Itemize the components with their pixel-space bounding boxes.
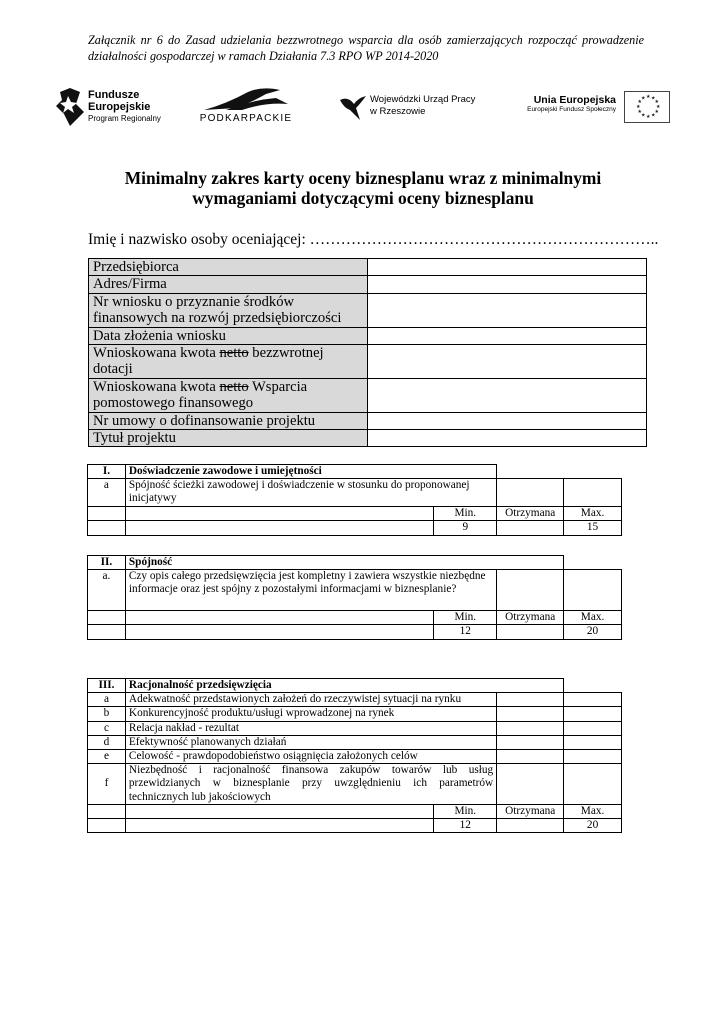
min-value: 12 [434, 819, 497, 833]
svg-text:★: ★ [651, 112, 656, 119]
score-cell[interactable] [497, 479, 564, 507]
obtained-label: Otrzymana [497, 507, 564, 521]
svg-text:★: ★ [637, 99, 642, 105]
info-label [89, 378, 368, 412]
podkarpackie-mountain-icon [196, 84, 296, 112]
info-label-strike: netto [219, 345, 249, 362]
info-value[interactable] [368, 430, 647, 447]
fe-line2: Europejskie [88, 101, 151, 113]
max-value: 15 [564, 521, 622, 535]
info-row [89, 378, 647, 412]
info-label-strike: netto [219, 378, 249, 395]
section-1-table [87, 464, 622, 536]
score-value-row [88, 521, 622, 535]
criterion-row [88, 693, 622, 707]
fe-line1: Fundusze [88, 89, 140, 101]
score-cell[interactable] [564, 570, 622, 611]
max-label: Max. [564, 611, 622, 625]
info-label-part: Wsparcia pomostowego finansowego [93, 378, 308, 412]
info-row [89, 293, 647, 327]
criterion-key: a [88, 693, 126, 707]
fundusze-europejskie-logo [56, 84, 186, 130]
section-header-row [88, 679, 622, 693]
info-row [89, 259, 647, 276]
criterion-row [88, 707, 622, 721]
section-number: III. [88, 679, 126, 693]
wup-line2: w Rzeszowie [370, 106, 426, 117]
min-value: 12 [434, 625, 497, 639]
score-cell[interactable] [564, 479, 622, 507]
score-cell[interactable] [497, 570, 564, 611]
max-label: Max. [564, 507, 622, 521]
page-title: Minimalny zakres karty oceny biznesplanu wraz z minimalnymi wymaganiami dotyczącymi oceny biznesplanu [124, 168, 602, 208]
fe-line3: Program Regionalny [88, 114, 161, 123]
svg-text:★: ★ [636, 104, 641, 110]
criterion-row [88, 750, 622, 764]
obtained-label: Otrzymana [497, 611, 564, 625]
svg-text:★: ★ [646, 94, 651, 100]
section-3-table [87, 678, 622, 833]
wup-line1: Wojewódzki Urząd Pracy [370, 94, 476, 105]
criterion-key: e [88, 750, 126, 764]
svg-text:★: ★ [641, 95, 646, 102]
info-row [89, 327, 647, 344]
criterion-text: Adekwatność przedstawionych założeń do rzeczywistej sytuacji na rynku [125, 693, 496, 707]
criterion-text: Efektywność planowanych działań [125, 735, 496, 749]
info-row [89, 276, 647, 293]
ue-line2: Europejski Fundusz Społeczny [527, 106, 616, 113]
criterion-key: d [88, 735, 126, 749]
score-cell[interactable] [497, 735, 564, 749]
info-label: Tytuł projektu [89, 430, 368, 447]
section-title: Racjonalność przedsięwzięcia [125, 679, 563, 693]
criterion-key: b [88, 707, 126, 721]
svg-text:★: ★ [654, 99, 659, 105]
info-value[interactable] [368, 327, 647, 344]
obtained-value[interactable] [497, 819, 564, 833]
info-row [89, 345, 647, 379]
max-label: Max. [564, 804, 622, 818]
wup-bird-icon [338, 92, 368, 122]
section-header-row [88, 556, 622, 570]
criterion-key: f [88, 764, 126, 805]
score-label-row [88, 611, 622, 625]
svg-text:★: ★ [654, 109, 659, 115]
score-value-row [88, 819, 622, 833]
score-cell[interactable] [564, 764, 622, 805]
info-label: Nr wniosku o przyznanie środków finansowych na rozwój przedsiębiorczości [89, 293, 368, 327]
info-label-part: Wnioskowana kwota [93, 345, 220, 362]
info-value[interactable] [368, 345, 647, 379]
info-row [89, 412, 647, 429]
criterion-text: Niezbędność i racjonalność finansowa zakupów towarów lub usług przewidzianych w biznesplanie przy uwzględnieniu ich parametrów technicznych lub jakościowych [125, 764, 496, 805]
info-label-part: Wnioskowana kwota [93, 378, 220, 395]
score-cell[interactable] [564, 750, 622, 764]
obtained-value[interactable] [497, 625, 564, 639]
score-cell[interactable] [497, 764, 564, 805]
svg-text:★: ★ [651, 95, 656, 102]
score-cell[interactable] [497, 707, 564, 721]
eu-flag-icon [624, 91, 670, 123]
criterion-text: Relacja nakład - rezultat [125, 721, 496, 735]
svg-text:★: ★ [641, 112, 646, 119]
score-cell[interactable] [564, 721, 622, 735]
svg-text:★: ★ [646, 114, 651, 120]
fe-star-icon [56, 86, 84, 128]
info-label: Nr umowy o dofinansowanie projektu [89, 412, 368, 429]
score-cell[interactable] [497, 721, 564, 735]
ue-logo [512, 84, 672, 130]
min-label: Min. [434, 507, 497, 521]
info-value[interactable] [368, 293, 647, 327]
info-label: Data złożenia wniosku [89, 327, 368, 344]
info-label-part: bezzwrotnej dotacji [93, 345, 324, 378]
info-value[interactable] [368, 378, 647, 412]
ue-line1: Unia Europejska [533, 94, 616, 106]
info-value[interactable] [368, 412, 647, 429]
evaluator-line: Imię i nazwisko osoby oceniającej: ………………………………………………………….. [88, 231, 659, 248]
criterion-key: a [88, 479, 126, 507]
section-header-row [88, 465, 622, 479]
max-value: 20 [564, 819, 622, 833]
wup-logo [338, 84, 488, 130]
info-value[interactable] [368, 259, 647, 276]
section-title: Spójność [125, 556, 563, 570]
score-cell[interactable] [497, 693, 564, 707]
svg-text:★: ★ [637, 109, 642, 115]
criterion-text: Spójność ścieżki zawodowej i doświadczenie w stosunku do proponowanej inicjatywy [125, 479, 496, 507]
min-label: Min. [434, 611, 497, 625]
info-value[interactable] [368, 276, 647, 293]
section-title: Doświadczenie zawodowe i umiejętności [125, 465, 496, 479]
score-cell[interactable] [564, 693, 622, 707]
info-label: Adres/Firma [89, 276, 368, 293]
podkarpackie-logo [196, 84, 296, 130]
logo-bar [56, 84, 676, 130]
obtained-value[interactable] [497, 521, 564, 535]
info-label [89, 345, 368, 379]
min-value: 9 [434, 521, 497, 535]
score-label-row [88, 507, 622, 521]
criterion-key: a. [88, 570, 126, 611]
podkarpackie-text: PODKARPACKIE [199, 113, 293, 124]
score-cell[interactable] [564, 707, 622, 721]
criterion-row [88, 764, 622, 805]
score-label-row [88, 804, 622, 818]
criterion-text: Celowość - prawdopodobieństwo osiągnięcia założonych celów [125, 750, 496, 764]
info-row [89, 430, 647, 447]
info-table [88, 258, 647, 447]
min-label: Min. [434, 804, 497, 818]
score-cell[interactable] [564, 735, 622, 749]
criterion-row [88, 735, 622, 749]
section-number: I. [88, 465, 126, 479]
criterion-row [88, 479, 622, 507]
criterion-row [88, 721, 622, 735]
score-value-row [88, 625, 622, 639]
criterion-text: Konkurencyjność produktu/usługi wprowadzonej na rynek [125, 707, 496, 721]
section-number: II. [88, 556, 126, 570]
criterion-key: c [88, 721, 126, 735]
criterion-row [88, 570, 622, 611]
criterion-text: Czy opis całego przedsięwzięcia jest kompletny i zawiera wszystkie niezbędne informacje oraz jest spójny z pozostałymi informacjami w biznesplanie? [125, 570, 496, 611]
obtained-label: Otrzymana [497, 804, 564, 818]
header-note: Załącznik nr 6 do Zasad udzielania bezzwrotnego wsparcia dla osób zamierzających rozpocząć prowadzenie działalności gospodarczej w ramach Działania 7.3 RPO WP 2014-2020 [88, 33, 644, 63]
info-label: Przedsiębiorca [89, 259, 368, 276]
score-cell[interactable] [497, 750, 564, 764]
svg-text:★: ★ [656, 104, 661, 110]
max-value: 20 [564, 625, 622, 639]
section-2-table [87, 555, 622, 640]
